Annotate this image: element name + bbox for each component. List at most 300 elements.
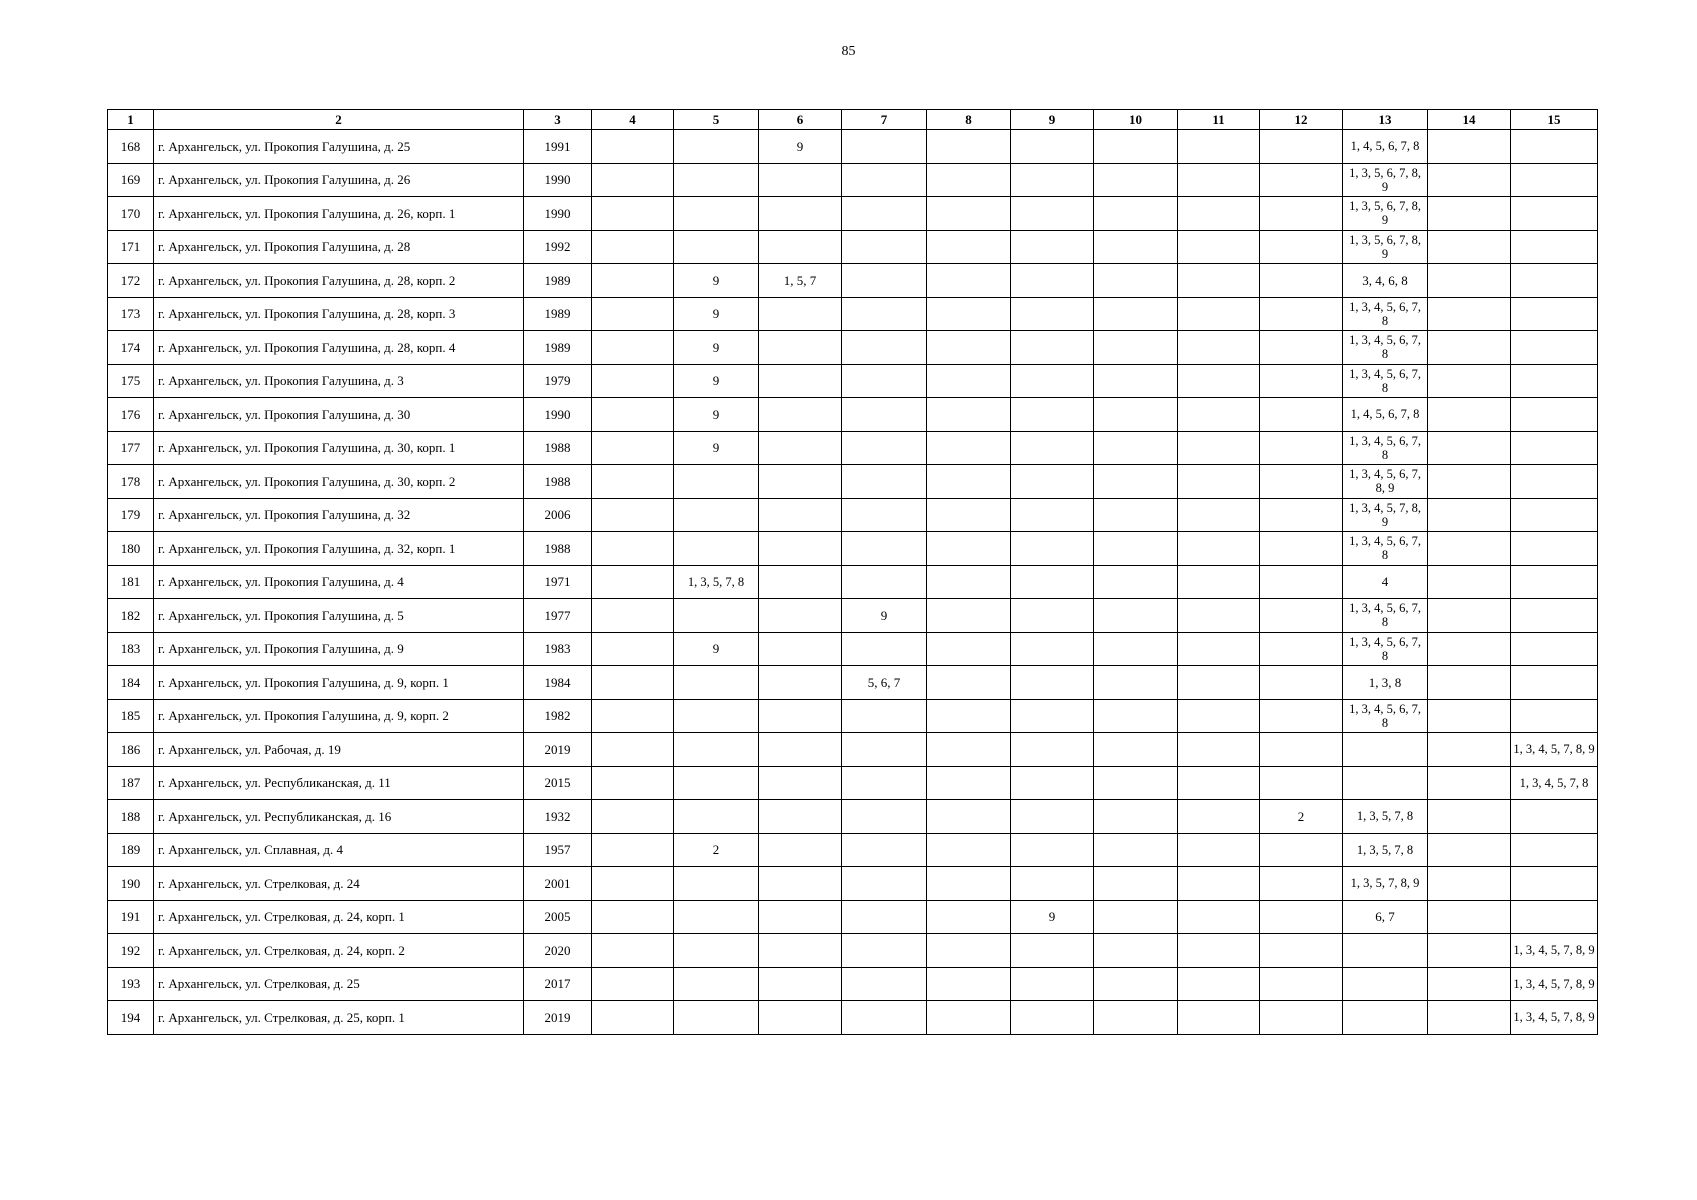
column-9-cell bbox=[1011, 197, 1094, 231]
column-12-cell bbox=[1260, 699, 1343, 733]
column-11-cell bbox=[1178, 1001, 1260, 1035]
column-7-cell: 5, 6, 7 bbox=[842, 666, 927, 700]
address-cell: г. Архангельск, ул. Прокопия Галушина, д. 30, корп. 1 bbox=[154, 431, 524, 465]
column-12-cell bbox=[1260, 364, 1343, 398]
column-10-cell bbox=[1094, 532, 1178, 566]
column-15-cell: 1, 3, 4, 5, 7, 8, 9 bbox=[1511, 934, 1598, 968]
column-5-cell: 9 bbox=[674, 431, 759, 465]
column-15-cell bbox=[1511, 599, 1598, 633]
column-13-cell: 1, 3, 4, 5, 6, 7, 8 bbox=[1343, 699, 1428, 733]
row-number-cell: 177 bbox=[108, 431, 154, 465]
column-15-cell bbox=[1511, 297, 1598, 331]
column-11-cell bbox=[1178, 967, 1260, 1001]
column-8-cell bbox=[927, 699, 1011, 733]
column-9-cell bbox=[1011, 498, 1094, 532]
column-8-cell bbox=[927, 498, 1011, 532]
column-10-cell bbox=[1094, 197, 1178, 231]
column-7-cell bbox=[842, 264, 927, 298]
column-9-cell bbox=[1011, 733, 1094, 767]
address-cell: г. Архангельск, ул. Прокопия Галушина, д. 9 bbox=[154, 632, 524, 666]
column-5-cell bbox=[674, 197, 759, 231]
column-5-cell bbox=[674, 532, 759, 566]
column-12-cell bbox=[1260, 532, 1343, 566]
column-7-cell bbox=[842, 465, 927, 499]
row-number-cell: 176 bbox=[108, 398, 154, 432]
year-cell: 1990 bbox=[524, 163, 592, 197]
row-number-cell: 181 bbox=[108, 565, 154, 599]
year-cell: 2015 bbox=[524, 766, 592, 800]
column-8-cell bbox=[927, 331, 1011, 365]
column-6-cell bbox=[759, 398, 842, 432]
row-number-cell: 169 bbox=[108, 163, 154, 197]
column-15-cell bbox=[1511, 833, 1598, 867]
column-7-cell bbox=[842, 867, 927, 901]
column-10-cell bbox=[1094, 599, 1178, 633]
column-10-cell bbox=[1094, 900, 1178, 934]
column-header-11: 11 bbox=[1178, 110, 1260, 130]
column-15-cell bbox=[1511, 800, 1598, 834]
column-14-cell bbox=[1428, 800, 1511, 834]
column-12-cell bbox=[1260, 632, 1343, 666]
column-12-cell bbox=[1260, 230, 1343, 264]
year-cell: 2020 bbox=[524, 934, 592, 968]
column-10-cell bbox=[1094, 766, 1178, 800]
column-13-cell: 1, 3, 4, 5, 6, 7, 8, 9 bbox=[1343, 465, 1428, 499]
column-6-cell bbox=[759, 934, 842, 968]
column-6-cell bbox=[759, 230, 842, 264]
row-number-cell: 185 bbox=[108, 699, 154, 733]
column-13-cell: 1, 4, 5, 6, 7, 8 bbox=[1343, 130, 1428, 164]
column-12-cell bbox=[1260, 733, 1343, 767]
column-10-cell bbox=[1094, 331, 1178, 365]
column-13-cell: 1, 3, 4, 5, 6, 7, 8 bbox=[1343, 331, 1428, 365]
table-row bbox=[108, 498, 1598, 532]
column-12-cell bbox=[1260, 331, 1343, 365]
column-header-2: 2 bbox=[154, 110, 524, 130]
column-6-cell bbox=[759, 297, 842, 331]
column-13-cell: 1, 4, 5, 6, 7, 8 bbox=[1343, 398, 1428, 432]
column-15-cell bbox=[1511, 867, 1598, 901]
year-cell: 1988 bbox=[524, 431, 592, 465]
column-12-cell bbox=[1260, 565, 1343, 599]
column-6-cell bbox=[759, 666, 842, 700]
column-8-cell bbox=[927, 1001, 1011, 1035]
table-row bbox=[108, 331, 1598, 365]
column-12-cell bbox=[1260, 900, 1343, 934]
column-11-cell bbox=[1178, 163, 1260, 197]
table-row bbox=[108, 465, 1598, 499]
column-15-cell bbox=[1511, 632, 1598, 666]
address-cell: г. Архангельск, ул. Стрелковая, д. 25 bbox=[154, 967, 524, 1001]
column-7-cell bbox=[842, 699, 927, 733]
table-row bbox=[108, 666, 1598, 700]
column-14-cell bbox=[1428, 699, 1511, 733]
column-4-cell bbox=[592, 599, 674, 633]
column-14-cell bbox=[1428, 532, 1511, 566]
column-13-cell bbox=[1343, 766, 1428, 800]
address-cell: г. Архангельск, ул. Прокопия Галушина, д. 9, корп. 1 bbox=[154, 666, 524, 700]
column-11-cell bbox=[1178, 733, 1260, 767]
column-7-cell bbox=[842, 331, 927, 365]
table-row bbox=[108, 364, 1598, 398]
column-13-cell bbox=[1343, 733, 1428, 767]
column-11-cell bbox=[1178, 800, 1260, 834]
row-number-cell: 194 bbox=[108, 1001, 154, 1035]
column-4-cell bbox=[592, 398, 674, 432]
column-6-cell bbox=[759, 766, 842, 800]
column-10-cell bbox=[1094, 230, 1178, 264]
column-13-cell: 1, 3, 5, 6, 7, 8, 9 bbox=[1343, 197, 1428, 231]
address-cell: г. Архангельск, ул. Прокопия Галушина, д. 28 bbox=[154, 230, 524, 264]
column-8-cell bbox=[927, 465, 1011, 499]
table-row bbox=[108, 264, 1598, 298]
column-header-6: 6 bbox=[759, 110, 842, 130]
column-7-cell bbox=[842, 398, 927, 432]
column-15-cell: 1, 3, 4, 5, 7, 8, 9 bbox=[1511, 967, 1598, 1001]
column-12-cell bbox=[1260, 163, 1343, 197]
column-5-cell bbox=[674, 800, 759, 834]
column-14-cell bbox=[1428, 833, 1511, 867]
column-7-cell bbox=[842, 967, 927, 1001]
column-15-cell bbox=[1511, 163, 1598, 197]
column-9-cell bbox=[1011, 766, 1094, 800]
column-4-cell bbox=[592, 800, 674, 834]
column-14-cell bbox=[1428, 398, 1511, 432]
column-14-cell bbox=[1428, 766, 1511, 800]
column-11-cell bbox=[1178, 900, 1260, 934]
column-11-cell bbox=[1178, 766, 1260, 800]
column-7-cell bbox=[842, 632, 927, 666]
column-12-cell bbox=[1260, 465, 1343, 499]
column-9-cell bbox=[1011, 632, 1094, 666]
table-row bbox=[108, 867, 1598, 901]
column-13-cell bbox=[1343, 967, 1428, 1001]
column-5-cell: 9 bbox=[674, 398, 759, 432]
column-6-cell bbox=[759, 699, 842, 733]
column-4-cell bbox=[592, 532, 674, 566]
column-5-cell bbox=[674, 230, 759, 264]
address-cell: г. Архангельск, ул. Прокопия Галушина, д. 26 bbox=[154, 163, 524, 197]
address-cell: г. Архангельск, ул. Прокопия Галушина, д. 28, корп. 3 bbox=[154, 297, 524, 331]
column-14-cell bbox=[1428, 297, 1511, 331]
column-4-cell bbox=[592, 699, 674, 733]
address-cell: г. Архангельск, ул. Прокопия Галушина, д. 26, корп. 1 bbox=[154, 197, 524, 231]
column-4-cell bbox=[592, 632, 674, 666]
row-number-cell: 180 bbox=[108, 532, 154, 566]
column-9-cell bbox=[1011, 1001, 1094, 1035]
column-12-cell bbox=[1260, 867, 1343, 901]
column-11-cell bbox=[1178, 297, 1260, 331]
row-number-cell: 171 bbox=[108, 230, 154, 264]
column-13-cell bbox=[1343, 1001, 1428, 1035]
column-10-cell bbox=[1094, 800, 1178, 834]
column-11-cell bbox=[1178, 197, 1260, 231]
column-11-cell bbox=[1178, 632, 1260, 666]
column-12-cell bbox=[1260, 967, 1343, 1001]
column-4-cell bbox=[592, 130, 674, 164]
column-6-cell bbox=[759, 331, 842, 365]
column-9-cell bbox=[1011, 331, 1094, 365]
column-11-cell bbox=[1178, 599, 1260, 633]
row-number-cell: 170 bbox=[108, 197, 154, 231]
column-10-cell bbox=[1094, 867, 1178, 901]
row-number-cell: 168 bbox=[108, 130, 154, 164]
column-9-cell bbox=[1011, 163, 1094, 197]
column-6-cell bbox=[759, 532, 842, 566]
column-6-cell bbox=[759, 733, 842, 767]
row-number-cell: 189 bbox=[108, 833, 154, 867]
table-row bbox=[108, 163, 1598, 197]
column-4-cell bbox=[592, 163, 674, 197]
housing-register-table bbox=[107, 109, 1598, 1035]
column-6-cell bbox=[759, 465, 842, 499]
column-15-cell bbox=[1511, 331, 1598, 365]
column-9-cell bbox=[1011, 431, 1094, 465]
column-11-cell bbox=[1178, 699, 1260, 733]
address-cell: г. Архангельск, ул. Стрелковая, д. 24, корп. 2 bbox=[154, 934, 524, 968]
year-cell: 1992 bbox=[524, 230, 592, 264]
column-6-cell bbox=[759, 1001, 842, 1035]
column-12-cell: 2 bbox=[1260, 800, 1343, 834]
column-10-cell bbox=[1094, 431, 1178, 465]
column-15-cell bbox=[1511, 900, 1598, 934]
column-5-cell: 9 bbox=[674, 264, 759, 298]
column-9-cell bbox=[1011, 465, 1094, 499]
column-10-cell bbox=[1094, 465, 1178, 499]
address-cell: г. Архангельск, ул. Республиканская, д. 11 bbox=[154, 766, 524, 800]
row-number-cell: 191 bbox=[108, 900, 154, 934]
column-8-cell bbox=[927, 900, 1011, 934]
column-5-cell bbox=[674, 498, 759, 532]
column-11-cell bbox=[1178, 331, 1260, 365]
year-cell: 1988 bbox=[524, 532, 592, 566]
address-cell: г. Архангельск, ул. Прокопия Галушина, д. 30, корп. 2 bbox=[154, 465, 524, 499]
column-12-cell bbox=[1260, 297, 1343, 331]
column-14-cell bbox=[1428, 163, 1511, 197]
year-cell: 1990 bbox=[524, 398, 592, 432]
column-15-cell bbox=[1511, 431, 1598, 465]
address-cell: г. Архангельск, ул. Прокопия Галушина, д. 3 bbox=[154, 364, 524, 398]
table-row bbox=[108, 431, 1598, 465]
year-cell: 1989 bbox=[524, 264, 592, 298]
column-8-cell bbox=[927, 398, 1011, 432]
column-9-cell bbox=[1011, 934, 1094, 968]
column-7-cell bbox=[842, 900, 927, 934]
column-8-cell bbox=[927, 197, 1011, 231]
column-10-cell bbox=[1094, 699, 1178, 733]
address-cell: г. Архангельск, ул. Сплавная, д. 4 bbox=[154, 833, 524, 867]
address-cell: г. Архангельск, ул. Прокопия Галушина, д. 32, корп. 1 bbox=[154, 532, 524, 566]
column-15-cell bbox=[1511, 197, 1598, 231]
column-6-cell bbox=[759, 867, 842, 901]
column-7-cell bbox=[842, 532, 927, 566]
column-7-cell bbox=[842, 297, 927, 331]
column-5-cell bbox=[674, 130, 759, 164]
column-header-9: 9 bbox=[1011, 110, 1094, 130]
column-7-cell bbox=[842, 833, 927, 867]
column-14-cell bbox=[1428, 967, 1511, 1001]
column-6-cell bbox=[759, 431, 842, 465]
column-15-cell bbox=[1511, 264, 1598, 298]
column-11-cell bbox=[1178, 364, 1260, 398]
year-cell: 2005 bbox=[524, 900, 592, 934]
row-number-cell: 186 bbox=[108, 733, 154, 767]
column-14-cell bbox=[1428, 465, 1511, 499]
column-4-cell bbox=[592, 498, 674, 532]
address-cell: г. Архангельск, ул. Прокопия Галушина, д. 32 bbox=[154, 498, 524, 532]
column-4-cell bbox=[592, 1001, 674, 1035]
column-13-cell: 1, 3, 5, 7, 8 bbox=[1343, 800, 1428, 834]
column-13-cell: 1, 3, 5, 7, 8 bbox=[1343, 833, 1428, 867]
address-cell: г. Архангельск, ул. Рабочая, д. 19 bbox=[154, 733, 524, 767]
column-4-cell bbox=[592, 934, 674, 968]
column-5-cell bbox=[674, 163, 759, 197]
column-9-cell bbox=[1011, 532, 1094, 566]
column-5-cell bbox=[674, 465, 759, 499]
column-8-cell bbox=[927, 230, 1011, 264]
column-4-cell bbox=[592, 264, 674, 298]
address-cell: г. Архангельск, ул. Прокопия Галушина, д. 5 bbox=[154, 599, 524, 633]
table-body bbox=[108, 130, 1598, 1035]
year-cell: 1991 bbox=[524, 130, 592, 164]
column-11-cell bbox=[1178, 833, 1260, 867]
column-14-cell bbox=[1428, 1001, 1511, 1035]
column-15-cell bbox=[1511, 666, 1598, 700]
column-7-cell bbox=[842, 364, 927, 398]
column-13-cell: 1, 3, 4, 5, 7, 8, 9 bbox=[1343, 498, 1428, 532]
column-10-cell bbox=[1094, 733, 1178, 767]
column-10-cell bbox=[1094, 163, 1178, 197]
row-number-cell: 182 bbox=[108, 599, 154, 633]
column-11-cell bbox=[1178, 398, 1260, 432]
year-cell: 1989 bbox=[524, 297, 592, 331]
column-header-7: 7 bbox=[842, 110, 927, 130]
column-header-5: 5 bbox=[674, 110, 759, 130]
column-14-cell bbox=[1428, 498, 1511, 532]
column-12-cell bbox=[1260, 666, 1343, 700]
column-4-cell bbox=[592, 867, 674, 901]
column-15-cell bbox=[1511, 699, 1598, 733]
column-13-cell: 1, 3, 5, 6, 7, 8, 9 bbox=[1343, 230, 1428, 264]
header-row bbox=[108, 110, 1598, 130]
column-8-cell bbox=[927, 867, 1011, 901]
row-number-cell: 179 bbox=[108, 498, 154, 532]
column-8-cell bbox=[927, 599, 1011, 633]
year-cell: 1988 bbox=[524, 465, 592, 499]
address-cell: г. Архангельск, ул. Стрелковая, д. 25, корп. 1 bbox=[154, 1001, 524, 1035]
column-14-cell bbox=[1428, 867, 1511, 901]
row-number-cell: 187 bbox=[108, 766, 154, 800]
column-11-cell bbox=[1178, 565, 1260, 599]
column-9-cell bbox=[1011, 699, 1094, 733]
column-9-cell bbox=[1011, 230, 1094, 264]
table-row bbox=[108, 599, 1598, 633]
column-11-cell bbox=[1178, 130, 1260, 164]
column-8-cell bbox=[927, 431, 1011, 465]
column-8-cell bbox=[927, 934, 1011, 968]
column-11-cell bbox=[1178, 867, 1260, 901]
table-row bbox=[108, 900, 1598, 934]
column-12-cell bbox=[1260, 766, 1343, 800]
column-13-cell: 1, 3, 4, 5, 6, 7, 8 bbox=[1343, 364, 1428, 398]
column-13-cell: 1, 3, 8 bbox=[1343, 666, 1428, 700]
column-12-cell bbox=[1260, 130, 1343, 164]
column-7-cell bbox=[842, 800, 927, 834]
column-4-cell bbox=[592, 833, 674, 867]
column-header-12: 12 bbox=[1260, 110, 1343, 130]
column-10-cell bbox=[1094, 264, 1178, 298]
column-6-cell: 9 bbox=[759, 130, 842, 164]
column-10-cell bbox=[1094, 398, 1178, 432]
column-13-cell: 1, 3, 5, 6, 7, 8, 9 bbox=[1343, 163, 1428, 197]
column-8-cell bbox=[927, 264, 1011, 298]
column-8-cell bbox=[927, 163, 1011, 197]
column-11-cell bbox=[1178, 934, 1260, 968]
column-6-cell bbox=[759, 498, 842, 532]
year-cell: 2019 bbox=[524, 1001, 592, 1035]
column-8-cell bbox=[927, 833, 1011, 867]
table-header bbox=[108, 110, 1598, 130]
column-7-cell bbox=[842, 934, 927, 968]
column-15-cell bbox=[1511, 230, 1598, 264]
column-4-cell bbox=[592, 364, 674, 398]
row-number-cell: 192 bbox=[108, 934, 154, 968]
column-15-cell: 1, 3, 4, 5, 7, 8 bbox=[1511, 766, 1598, 800]
column-5-cell bbox=[674, 733, 759, 767]
column-12-cell bbox=[1260, 833, 1343, 867]
column-7-cell bbox=[842, 431, 927, 465]
column-9-cell bbox=[1011, 867, 1094, 901]
address-cell: г. Архангельск, ул. Прокопия Галушина, д. 28, корп. 4 bbox=[154, 331, 524, 365]
row-number-cell: 174 bbox=[108, 331, 154, 365]
table-row bbox=[108, 532, 1598, 566]
column-4-cell bbox=[592, 766, 674, 800]
column-15-cell bbox=[1511, 130, 1598, 164]
column-7-cell bbox=[842, 766, 927, 800]
column-14-cell bbox=[1428, 733, 1511, 767]
row-number-cell: 190 bbox=[108, 867, 154, 901]
column-15-cell bbox=[1511, 498, 1598, 532]
column-15-cell: 1, 3, 4, 5, 7, 8, 9 bbox=[1511, 733, 1598, 767]
column-5-cell bbox=[674, 967, 759, 1001]
column-header-15: 15 bbox=[1511, 110, 1598, 130]
column-header-4: 4 bbox=[592, 110, 674, 130]
column-8-cell bbox=[927, 565, 1011, 599]
column-14-cell bbox=[1428, 197, 1511, 231]
column-5-cell bbox=[674, 699, 759, 733]
table-row bbox=[108, 197, 1598, 231]
column-4-cell bbox=[592, 666, 674, 700]
column-6-cell bbox=[759, 833, 842, 867]
column-6-cell bbox=[759, 632, 842, 666]
column-9-cell bbox=[1011, 264, 1094, 298]
column-11-cell bbox=[1178, 264, 1260, 298]
year-cell: 2017 bbox=[524, 967, 592, 1001]
column-13-cell: 1, 3, 5, 7, 8, 9 bbox=[1343, 867, 1428, 901]
column-11-cell bbox=[1178, 532, 1260, 566]
table-row bbox=[108, 230, 1598, 264]
column-14-cell bbox=[1428, 599, 1511, 633]
column-15-cell bbox=[1511, 398, 1598, 432]
column-14-cell bbox=[1428, 230, 1511, 264]
column-4-cell bbox=[592, 967, 674, 1001]
column-5-cell: 2 bbox=[674, 833, 759, 867]
table-row bbox=[108, 733, 1598, 767]
address-cell: г. Архангельск, ул. Стрелковая, д. 24 bbox=[154, 867, 524, 901]
table-row bbox=[108, 398, 1598, 432]
column-10-cell bbox=[1094, 967, 1178, 1001]
column-7-cell bbox=[842, 1001, 927, 1035]
